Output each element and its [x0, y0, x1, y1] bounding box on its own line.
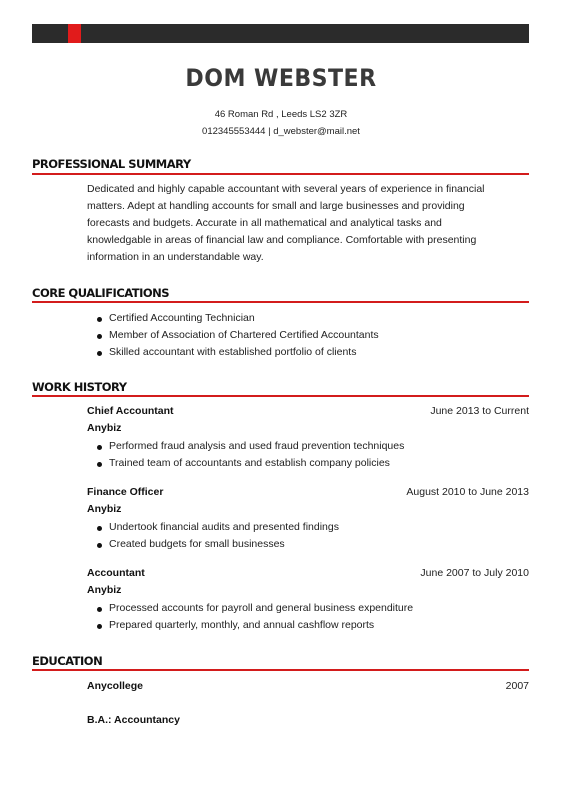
bullet-icon — [97, 334, 102, 339]
job-bullets — [88, 519, 528, 553]
company-name: Anybiz — [87, 584, 122, 596]
job-dates: August 2010 to June 2013 — [406, 486, 529, 498]
section-title-work: WORK HISTORY — [32, 380, 127, 394]
graduation-year: 2007 — [505, 680, 529, 692]
job-header — [87, 486, 529, 502]
job-title: Finance Officer — [87, 486, 164, 498]
bullet-icon — [97, 624, 102, 629]
bullet-icon — [97, 317, 102, 322]
candidate-name: DOM WEBSTER — [185, 64, 377, 92]
header-bar — [32, 24, 529, 43]
section-title-qualifications: CORE QUALIFICATIONS — [32, 286, 170, 300]
list-item: Processed accounts for payroll and general business expenditure — [88, 600, 528, 617]
summary-line: Dedicated and highly capable accountant with several years of experience in financial — [87, 183, 485, 195]
bullet-icon — [97, 445, 102, 450]
summary-text — [87, 181, 529, 266]
list-item: Performed fraud analysis and used fraud prevention techniques — [88, 438, 528, 455]
section-title-education: EDUCATION — [32, 654, 103, 668]
company-name: Anybiz — [87, 503, 122, 515]
job-dates: June 2013 to Current — [430, 405, 529, 417]
bullet-icon — [97, 351, 102, 356]
job-bullets — [88, 600, 528, 634]
header-accent-block — [68, 24, 81, 43]
summary-line: information in an understandable way. — [87, 251, 264, 263]
education-header — [87, 680, 529, 696]
bullet-icon — [97, 526, 102, 531]
section-divider — [32, 669, 529, 671]
job-title: Chief Accountant — [87, 405, 174, 417]
job-title: Accountant — [87, 567, 145, 579]
bullet-icon — [97, 607, 102, 612]
list-item: Certified Accounting Technician — [88, 310, 528, 327]
job-dates: June 2007 to July 2010 — [420, 567, 529, 579]
list-item: Trained team of accountants and establish company policies — [88, 455, 528, 472]
job-header — [87, 567, 529, 583]
list-item: Undertook financial audits and presented findings — [88, 519, 528, 536]
list-item: Skilled accountant with established portfolio of clients — [88, 344, 528, 361]
bullet-icon — [97, 543, 102, 548]
school-name: Anycollege — [87, 680, 144, 692]
list-item: Prepared quarterly, monthly, and annual cashflow reports — [88, 617, 528, 634]
section-divider — [32, 301, 529, 303]
section-divider — [32, 173, 529, 175]
summary-line: matters. Adept at handling accounts for small and large businesses and providing — [87, 200, 465, 212]
job-bullets — [88, 438, 528, 472]
contact-info: 012345553444 | d_webster@mail.net — [202, 126, 360, 137]
summary-line: knowledgable in areas of financial law and compliance. Comfortable with presenting — [87, 234, 477, 246]
list-item: Member of Association of Chartered Certified Accountants — [88, 327, 528, 344]
section-title-summary: PROFESSIONAL SUMMARY — [32, 157, 191, 171]
bullet-icon — [97, 462, 102, 467]
degree: B.A.: Accountancy — [87, 714, 180, 726]
address: 46 Roman Rd , Leeds LS2 3ZR — [214, 109, 348, 120]
list-item: Created budgets for small businesses — [88, 536, 528, 553]
summary-line: forecasts and budgets. Accurate in all mathematical and analytical tasks and — [87, 217, 442, 229]
qualifications-list — [88, 310, 528, 361]
company-name: Anybiz — [87, 422, 122, 434]
section-divider — [32, 395, 529, 397]
job-header — [87, 405, 529, 421]
